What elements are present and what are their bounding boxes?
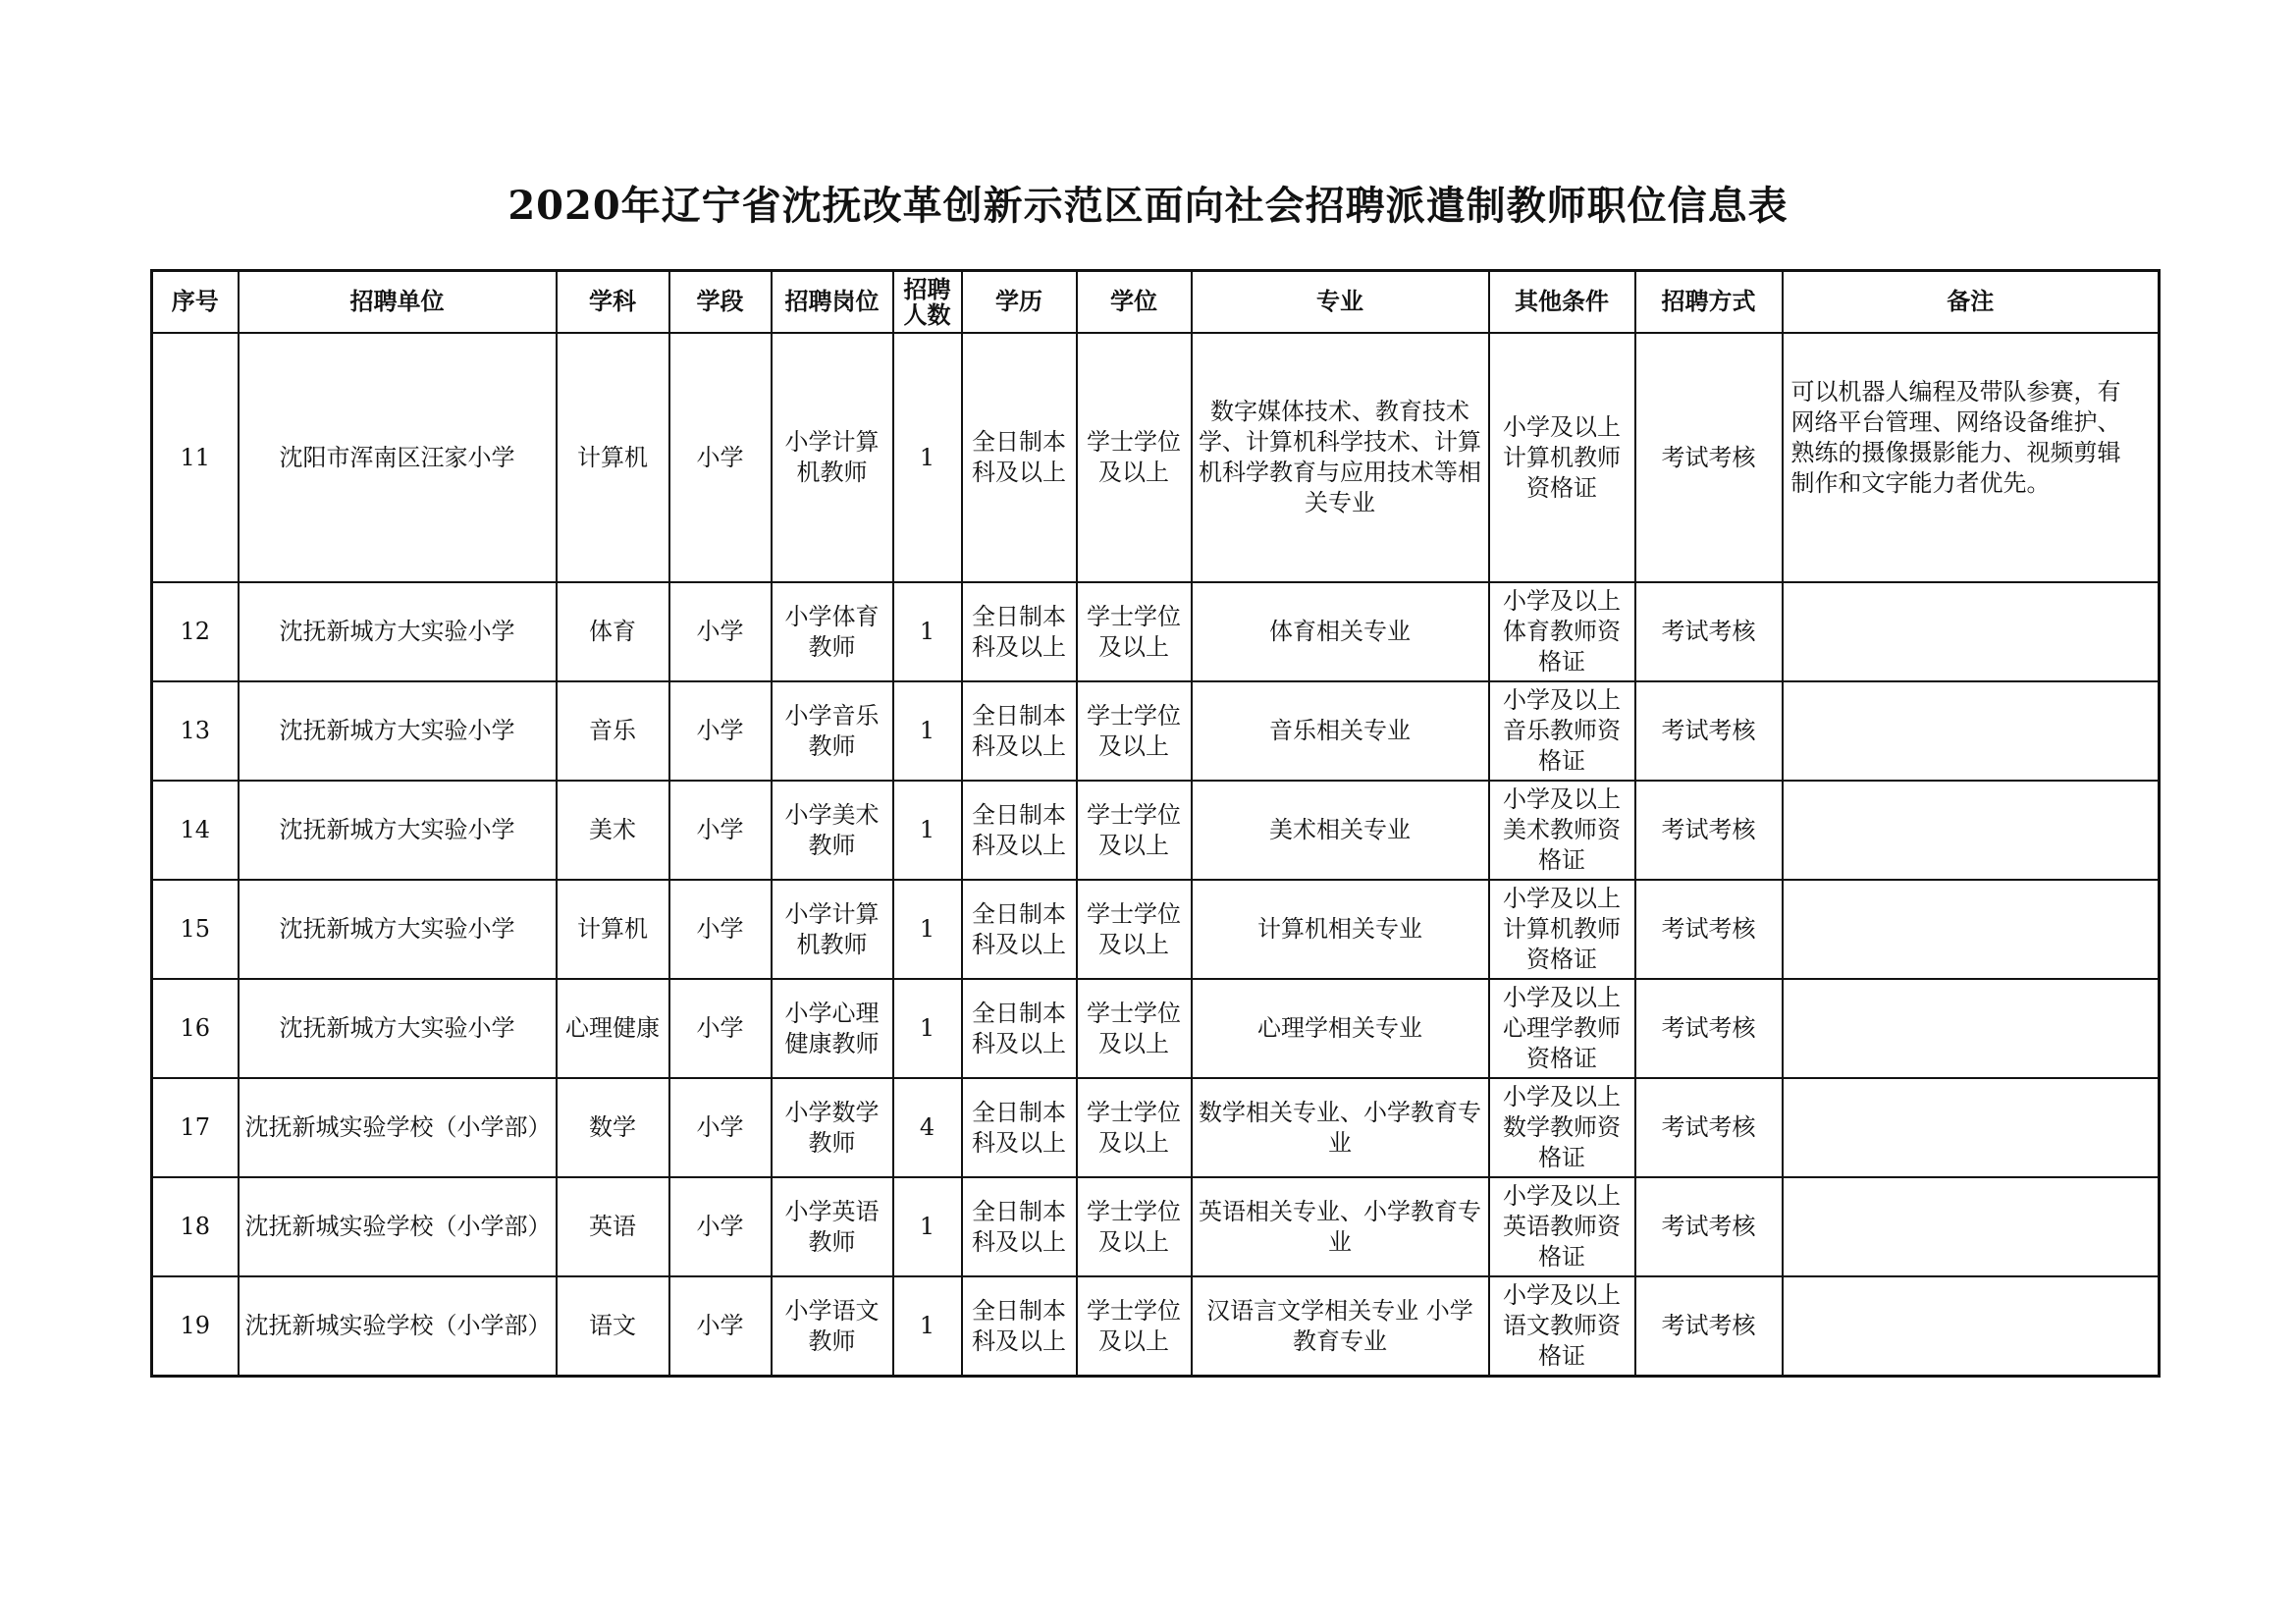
- cell-major: 美术相关专业: [1192, 781, 1489, 880]
- header-stage: 学段: [669, 271, 772, 334]
- cell-other: 小学及以上英语教师资格证: [1489, 1177, 1635, 1276]
- cell-education: 全日制本科及以上: [962, 1078, 1077, 1177]
- cell-count: 1: [893, 1177, 962, 1276]
- cell-stage: 小学: [669, 880, 772, 979]
- cell-unit: 沈抚新城方大实验小学: [239, 979, 557, 1078]
- cell-subject: 英语: [557, 1177, 669, 1276]
- cell-education: 全日制本科及以上: [962, 333, 1077, 582]
- cell-note: [1783, 781, 2160, 880]
- cell-other: 小学及以上体育教师资格证: [1489, 582, 1635, 681]
- cell-note: [1783, 1078, 2160, 1177]
- page-title: 2020年辽宁省沈抚改革创新示范区面向社会招聘派遣制教师职位信息表: [507, 183, 1789, 229]
- cell-stage: 小学: [669, 681, 772, 781]
- header-education: 学历: [962, 271, 1077, 334]
- header-major: 专业: [1192, 271, 1489, 334]
- cell-stage: 小学: [669, 1177, 772, 1276]
- cell-stage: 小学: [669, 781, 772, 880]
- table-row: [152, 979, 2160, 1078]
- header-note: 备注: [1783, 271, 2160, 334]
- cell-education: 全日制本科及以上: [962, 781, 1077, 880]
- cell-method: 考试考核: [1635, 979, 1783, 1078]
- cell-count: 1: [893, 681, 962, 781]
- table-row: [152, 681, 2160, 781]
- cell-stage: 小学: [669, 333, 772, 582]
- cell-no: 17: [152, 1078, 239, 1177]
- header-unit: 招聘单位: [239, 271, 557, 334]
- header-other: 其他条件: [1489, 271, 1635, 334]
- cell-post: 小学美术教师: [772, 781, 893, 880]
- cell-other: 小学及以上音乐教师资格证: [1489, 681, 1635, 781]
- cell-major: 数学相关专业、小学教育专业: [1192, 1078, 1489, 1177]
- cell-subject: 美术: [557, 781, 669, 880]
- cell-education: 全日制本科及以上: [962, 979, 1077, 1078]
- cell-major: 音乐相关专业: [1192, 681, 1489, 781]
- cell-post: 小学音乐教师: [772, 681, 893, 781]
- cell-post: 小学计算机教师: [772, 333, 893, 582]
- cell-post: 小学语文教师: [772, 1276, 893, 1377]
- cell-note: [1783, 1276, 2160, 1377]
- header-no: 序号: [152, 271, 239, 334]
- cell-no: 19: [152, 1276, 239, 1377]
- table-row: [152, 781, 2160, 880]
- cell-subject: 计算机: [557, 880, 669, 979]
- cell-post: 小学英语教师: [772, 1177, 893, 1276]
- table-row: [152, 1276, 2160, 1377]
- cell-no: 11: [152, 333, 239, 582]
- header-count: 招聘人数: [893, 271, 962, 334]
- cell-post: 小学心理健康教师: [772, 979, 893, 1078]
- cell-degree: 学士学位及以上: [1077, 880, 1192, 979]
- cell-note: [1783, 681, 2160, 781]
- cell-major: 计算机相关专业: [1192, 880, 1489, 979]
- cell-degree: 学士学位及以上: [1077, 979, 1192, 1078]
- cell-post: 小学体育教师: [772, 582, 893, 681]
- header-subject: 学科: [557, 271, 669, 334]
- cell-method: 考试考核: [1635, 880, 1783, 979]
- cell-method: 考试考核: [1635, 781, 1783, 880]
- cell-other: 小学及以上美术教师资格证: [1489, 781, 1635, 880]
- cell-subject: 语文: [557, 1276, 669, 1377]
- header-degree: 学位: [1077, 271, 1192, 334]
- cell-post: 小学计算机教师: [772, 880, 893, 979]
- cell-other: 小学及以上语文教师资格证: [1489, 1276, 1635, 1377]
- cell-stage: 小学: [669, 582, 772, 681]
- cell-no: 16: [152, 979, 239, 1078]
- cell-unit: 沈抚新城方大实验小学: [239, 582, 557, 681]
- cell-count: 1: [893, 979, 962, 1078]
- cell-method: 考试考核: [1635, 681, 1783, 781]
- cell-major: 数字媒体技术、教育技术学、计算机科学技术、计算机科学教育与应用技术等相关专业: [1192, 333, 1489, 582]
- cell-no: 15: [152, 880, 239, 979]
- cell-stage: 小学: [669, 979, 772, 1078]
- cell-method: 考试考核: [1635, 1078, 1783, 1177]
- cell-no: 18: [152, 1177, 239, 1276]
- cell-note: 可以机器人编程及带队参赛，有网络平台管理、网络设备维护、熟练的摄像摄影能力、视频剪辑制作和文字能力者优先。: [1783, 333, 2160, 582]
- cell-degree: 学士学位及以上: [1077, 1177, 1192, 1276]
- table-header-row: [152, 271, 2160, 334]
- cell-no: 12: [152, 582, 239, 681]
- cell-degree: 学士学位及以上: [1077, 582, 1192, 681]
- cell-count: 4: [893, 1078, 962, 1177]
- cell-count: 1: [893, 333, 962, 582]
- cell-method: 考试考核: [1635, 333, 1783, 582]
- table-body: [152, 333, 2160, 1377]
- table-row: [152, 1078, 2160, 1177]
- cell-education: 全日制本科及以上: [962, 582, 1077, 681]
- table-row: [152, 333, 2160, 582]
- cell-education: 全日制本科及以上: [962, 880, 1077, 979]
- cell-method: 考试考核: [1635, 1177, 1783, 1276]
- cell-unit: 沈抚新城方大实验小学: [239, 781, 557, 880]
- cell-degree: 学士学位及以上: [1077, 681, 1192, 781]
- cell-education: 全日制本科及以上: [962, 681, 1077, 781]
- cell-note: [1783, 880, 2160, 979]
- cell-stage: 小学: [669, 1276, 772, 1377]
- cell-unit: 沈抚新城实验学校（小学部）: [239, 1276, 557, 1377]
- header-post: 招聘岗位: [772, 271, 893, 334]
- cell-stage: 小学: [669, 1078, 772, 1177]
- cell-other: 小学及以上心理学教师资格证: [1489, 979, 1635, 1078]
- job-table: [150, 269, 2161, 1378]
- cell-major: 汉语言文学相关专业 小学教育专业: [1192, 1276, 1489, 1377]
- cell-major: 体育相关专业: [1192, 582, 1489, 681]
- cell-subject: 计算机: [557, 333, 669, 582]
- cell-note: [1783, 979, 2160, 1078]
- cell-count: 1: [893, 781, 962, 880]
- cell-count: 1: [893, 582, 962, 681]
- cell-other: 小学及以上计算机教师资格证: [1489, 333, 1635, 582]
- table-row: [152, 582, 2160, 681]
- cell-note: [1783, 1177, 2160, 1276]
- cell-major: 心理学相关专业: [1192, 979, 1489, 1078]
- cell-other: 小学及以上数学教师资格证: [1489, 1078, 1635, 1177]
- table-row: [152, 1177, 2160, 1276]
- cell-subject: 体育: [557, 582, 669, 681]
- cell-unit: 沈抚新城方大实验小学: [239, 880, 557, 979]
- cell-unit: 沈抚新城实验学校（小学部）: [239, 1177, 557, 1276]
- cell-post: 小学数学教师: [772, 1078, 893, 1177]
- cell-subject: 音乐: [557, 681, 669, 781]
- cell-note: [1783, 582, 2160, 681]
- cell-degree: 学士学位及以上: [1077, 781, 1192, 880]
- cell-degree: 学士学位及以上: [1077, 333, 1192, 582]
- cell-method: 考试考核: [1635, 1276, 1783, 1377]
- header-method: 招聘方式: [1635, 271, 1783, 334]
- cell-count: 1: [893, 880, 962, 979]
- cell-count: 1: [893, 1276, 962, 1377]
- cell-unit: 沈抚新城实验学校（小学部）: [239, 1078, 557, 1177]
- table-row: [152, 880, 2160, 979]
- cell-unit: 沈抚新城方大实验小学: [239, 681, 557, 781]
- cell-degree: 学士学位及以上: [1077, 1276, 1192, 1377]
- cell-method: 考试考核: [1635, 582, 1783, 681]
- cell-major: 英语相关专业、小学教育专业: [1192, 1177, 1489, 1276]
- cell-other: 小学及以上计算机教师资格证: [1489, 880, 1635, 979]
- cell-no: 14: [152, 781, 239, 880]
- cell-education: 全日制本科及以上: [962, 1276, 1077, 1377]
- cell-unit: 沈阳市浑南区汪家小学: [239, 333, 557, 582]
- cell-subject: 数学: [557, 1078, 669, 1177]
- cell-degree: 学士学位及以上: [1077, 1078, 1192, 1177]
- cell-education: 全日制本科及以上: [962, 1177, 1077, 1276]
- cell-subject: 心理健康: [557, 979, 669, 1078]
- cell-no: 13: [152, 681, 239, 781]
